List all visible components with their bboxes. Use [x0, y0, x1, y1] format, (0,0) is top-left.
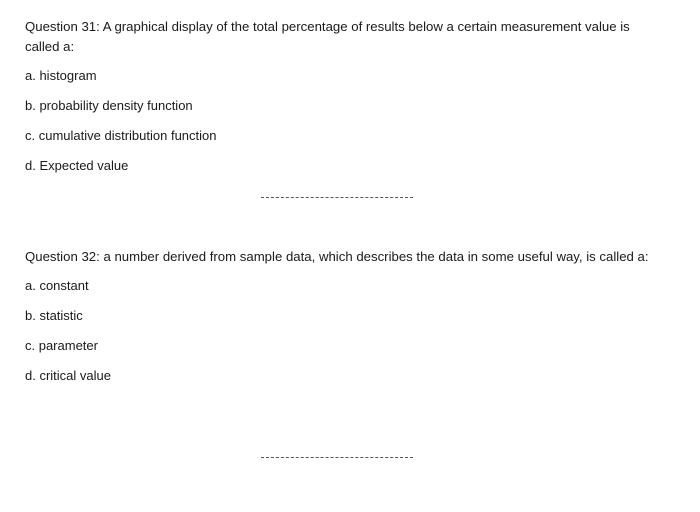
question-31 [25, 17, 665, 186]
question-31-options [25, 66, 665, 176]
separator-line [261, 457, 413, 458]
question-32-option-a: a. constant [25, 278, 89, 293]
question-31-option-d: d. Expected value [25, 158, 129, 173]
question-31-option-a: a. histogram [25, 68, 97, 83]
question-32-option-d: d. critical value [25, 368, 111, 383]
question-31-text: Question 31: A graphical display of the total percentage of results below a certain measurement value is called a: [25, 19, 630, 54]
question-32 [25, 247, 665, 396]
question-32-option-b: b. statistic [25, 308, 83, 323]
question-32-text: Question 32: a number derived from sample data, which describes the data in some useful way, is called a: [25, 249, 649, 264]
separator-line [261, 197, 413, 198]
question-32-options [25, 276, 665, 386]
question-31-option-b: b. probability density function [25, 98, 193, 113]
question-31-option-c: c. cumulative distribution function [25, 128, 217, 143]
question-32-option-c: c. parameter [25, 338, 98, 353]
